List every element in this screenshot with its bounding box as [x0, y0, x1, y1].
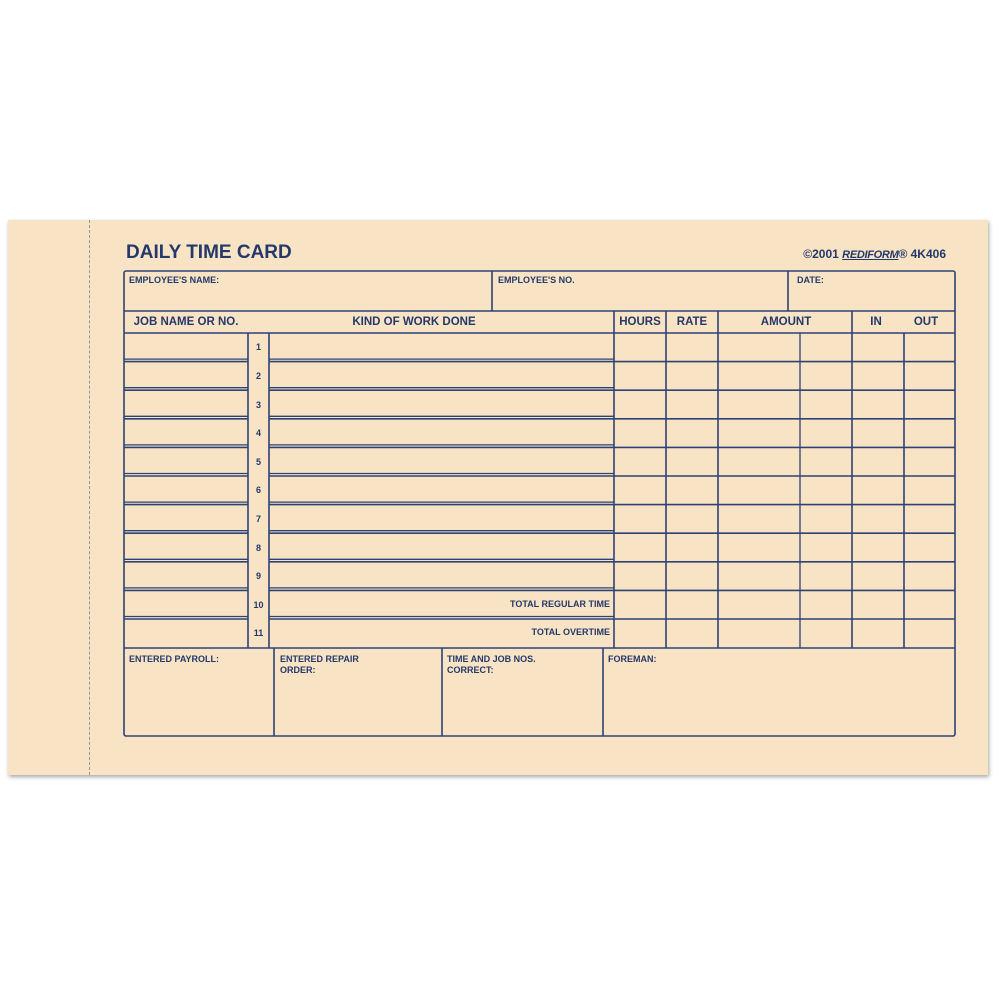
row-8-amount-dollars-cell[interactable] — [720, 535, 798, 560]
employee-name-field[interactable] — [126, 288, 490, 309]
row-1-work-cell[interactable] — [271, 335, 612, 360]
row-5-work-cell[interactable] — [271, 449, 612, 474]
row-11-amount-dollars-cell[interactable] — [720, 621, 798, 646]
row-9-in-cell[interactable] — [854, 564, 902, 589]
row-4-rate-cell[interactable] — [668, 421, 716, 446]
row-9-rate-cell[interactable] — [668, 564, 716, 589]
row-8-out-cell[interactable] — [906, 535, 953, 560]
entered-repair-label — [280, 654, 359, 676]
row-2-in-cell[interactable] — [854, 364, 902, 389]
total-regular-label: TOTAL REGULAR TIME — [510, 599, 610, 609]
row-6-rate-cell[interactable] — [668, 478, 716, 503]
row-9-out-cell[interactable] — [906, 564, 953, 589]
row-6-in-cell[interactable] — [854, 478, 902, 503]
row-9-amount-dollars-cell[interactable] — [720, 564, 798, 589]
row-number: 10 — [253, 599, 264, 610]
work-column-header: KIND OF WORK DONE — [352, 316, 476, 328]
row-5-in-cell[interactable] — [854, 449, 902, 474]
row-11-job-cell[interactable] — [126, 621, 246, 646]
row-7-amount-cents-cell[interactable] — [802, 507, 850, 532]
row-3-hours-cell[interactable] — [616, 392, 664, 417]
row-3-amount-cents-cell[interactable] — [802, 392, 850, 417]
entered-repair-line1: ENTERED REPAIR — [280, 654, 359, 664]
row-11-hours-cell[interactable] — [616, 621, 664, 646]
row-3-in-cell[interactable] — [854, 392, 902, 417]
employee-no-label: EMPLOYEE'S NO. — [498, 275, 575, 285]
row-1-hours-cell[interactable] — [616, 335, 664, 360]
row-number: 3 — [255, 399, 262, 410]
row-4-amount-cents-cell[interactable] — [802, 421, 850, 446]
time-job-correct-label — [447, 654, 536, 676]
row-8-amount-cents-cell[interactable] — [802, 535, 850, 560]
date-field[interactable] — [790, 288, 953, 309]
row-4-in-cell[interactable] — [854, 421, 902, 446]
row-2-amount-dollars-cell[interactable] — [720, 364, 798, 389]
row-1-out-cell[interactable] — [906, 335, 953, 360]
row-6-work-cell[interactable] — [271, 478, 612, 503]
row-10-amount-dollars-cell[interactable] — [720, 592, 798, 617]
row-8-job-cell[interactable] — [126, 535, 246, 560]
form-title: DAILY TIME CARD — [126, 242, 292, 263]
row-7-work-cell[interactable] — [271, 507, 612, 532]
row-5-job-cell[interactable] — [126, 449, 246, 474]
row-number: 7 — [255, 513, 262, 524]
row-4-hours-cell[interactable] — [616, 421, 664, 446]
row-1-rate-cell[interactable] — [668, 335, 716, 360]
entered-repair-field[interactable] — [276, 678, 440, 734]
row-5-amount-cents-cell[interactable] — [802, 449, 850, 474]
row-3-job-cell[interactable] — [126, 392, 246, 417]
hours-column-header: HOURS — [619, 316, 661, 328]
row-11-out-cell[interactable] — [906, 621, 953, 646]
entered-repair-line2: ORDER: — [280, 665, 316, 675]
row-2-job-cell[interactable] — [126, 364, 246, 389]
row-7-in-cell[interactable] — [854, 507, 902, 532]
row-10-rate-cell[interactable] — [668, 592, 716, 617]
row-10-job-cell[interactable] — [126, 592, 246, 617]
employee-no-field[interactable] — [494, 288, 786, 309]
row-7-out-cell[interactable] — [906, 507, 953, 532]
row-9-job-cell[interactable] — [126, 564, 246, 589]
row-number: 4 — [255, 428, 262, 439]
row-3-amount-dollars-cell[interactable] — [720, 392, 798, 417]
row-2-work-cell[interactable] — [271, 364, 612, 389]
row-1-job-cell[interactable] — [126, 335, 246, 360]
row-number: 5 — [255, 456, 262, 467]
row-10-in-cell[interactable] — [854, 592, 902, 617]
form-number: 4K406 — [910, 247, 946, 261]
row-3-work-cell[interactable] — [271, 392, 612, 417]
row-5-out-cell[interactable] — [906, 449, 953, 474]
row-10-out-cell[interactable] — [906, 592, 953, 617]
out-column-header: OUT — [913, 316, 939, 328]
row-7-hours-cell[interactable] — [616, 507, 664, 532]
row-1-in-cell[interactable] — [854, 335, 902, 360]
row-10-hours-cell[interactable] — [616, 592, 664, 617]
entered-payroll-label: ENTERED PAYROLL: — [129, 654, 220, 664]
row-2-hours-cell[interactable] — [616, 364, 664, 389]
row-6-hours-cell[interactable] — [616, 478, 664, 503]
row-11-amount-cents-cell[interactable] — [802, 621, 850, 646]
row-6-amount-dollars-cell[interactable] — [720, 478, 798, 503]
row-5-hours-cell[interactable] — [616, 449, 664, 474]
row-number: 11 — [253, 628, 264, 639]
row-2-out-cell[interactable] — [906, 364, 953, 389]
row-7-rate-cell[interactable] — [668, 507, 716, 532]
row-number: 8 — [255, 542, 262, 553]
row-6-out-cell[interactable] — [906, 478, 953, 503]
row-number: 9 — [255, 571, 262, 582]
row-4-out-cell[interactable] — [906, 421, 953, 446]
time-job-correct-line1: TIME AND JOB NOS. — [447, 654, 536, 664]
copyright-text: ©2001 — [803, 247, 839, 261]
row-6-amount-cents-cell[interactable] — [802, 478, 850, 503]
row-number: 6 — [255, 485, 262, 496]
in-column-header: IN — [870, 316, 882, 328]
row-7-amount-dollars-cell[interactable] — [720, 507, 798, 532]
row-2-amount-cents-cell[interactable] — [802, 364, 850, 389]
row-6-job-cell[interactable] — [126, 478, 246, 503]
row-9-work-cell[interactable] — [271, 564, 612, 589]
date-label: DATE: — [797, 275, 824, 285]
job-column-header: JOB NAME OR NO. — [133, 316, 239, 328]
registered-mark: ® — [898, 247, 908, 261]
row-8-hours-cell[interactable] — [616, 535, 664, 560]
row-9-amount-cents-cell[interactable] — [802, 564, 850, 589]
row-11-in-cell[interactable] — [854, 621, 902, 646]
time-job-correct-line2: CORRECT: — [447, 665, 494, 675]
row-1-amount-cents-cell[interactable] — [802, 335, 850, 360]
brand-logo: REDIFORM — [842, 249, 899, 261]
row-5-amount-dollars-cell[interactable] — [720, 449, 798, 474]
row-number: 2 — [255, 370, 262, 381]
row-7-job-cell[interactable] — [126, 507, 246, 532]
row-8-in-cell[interactable] — [854, 535, 902, 560]
row-4-job-cell[interactable] — [126, 421, 246, 446]
row-number: 1 — [255, 342, 262, 353]
row-2-rate-cell[interactable] — [668, 364, 716, 389]
foreman-label: FOREMAN: — [608, 654, 657, 664]
foreman-field[interactable] — [605, 668, 953, 734]
total-overtime-label: TOTAL OVERTIME — [531, 627, 610, 637]
entered-payroll-field[interactable] — [126, 678, 272, 734]
row-8-rate-cell[interactable] — [668, 535, 716, 560]
row-3-rate-cell[interactable] — [668, 392, 716, 417]
row-10-amount-cents-cell[interactable] — [802, 592, 850, 617]
row-4-amount-dollars-cell[interactable] — [720, 421, 798, 446]
row-4-work-cell[interactable] — [271, 421, 612, 446]
time-job-correct-field[interactable] — [444, 678, 601, 734]
row-5-rate-cell[interactable] — [668, 449, 716, 474]
employee-name-label: EMPLOYEE'S NAME: — [129, 275, 220, 285]
row-3-out-cell[interactable] — [906, 392, 953, 417]
row-1-amount-dollars-cell[interactable] — [720, 335, 798, 360]
amount-column-header: AMOUNT — [760, 316, 812, 328]
row-8-work-cell[interactable] — [271, 535, 612, 560]
rate-column-header: RATE — [676, 316, 708, 328]
row-9-hours-cell[interactable] — [616, 564, 664, 589]
row-11-rate-cell[interactable] — [668, 621, 716, 646]
